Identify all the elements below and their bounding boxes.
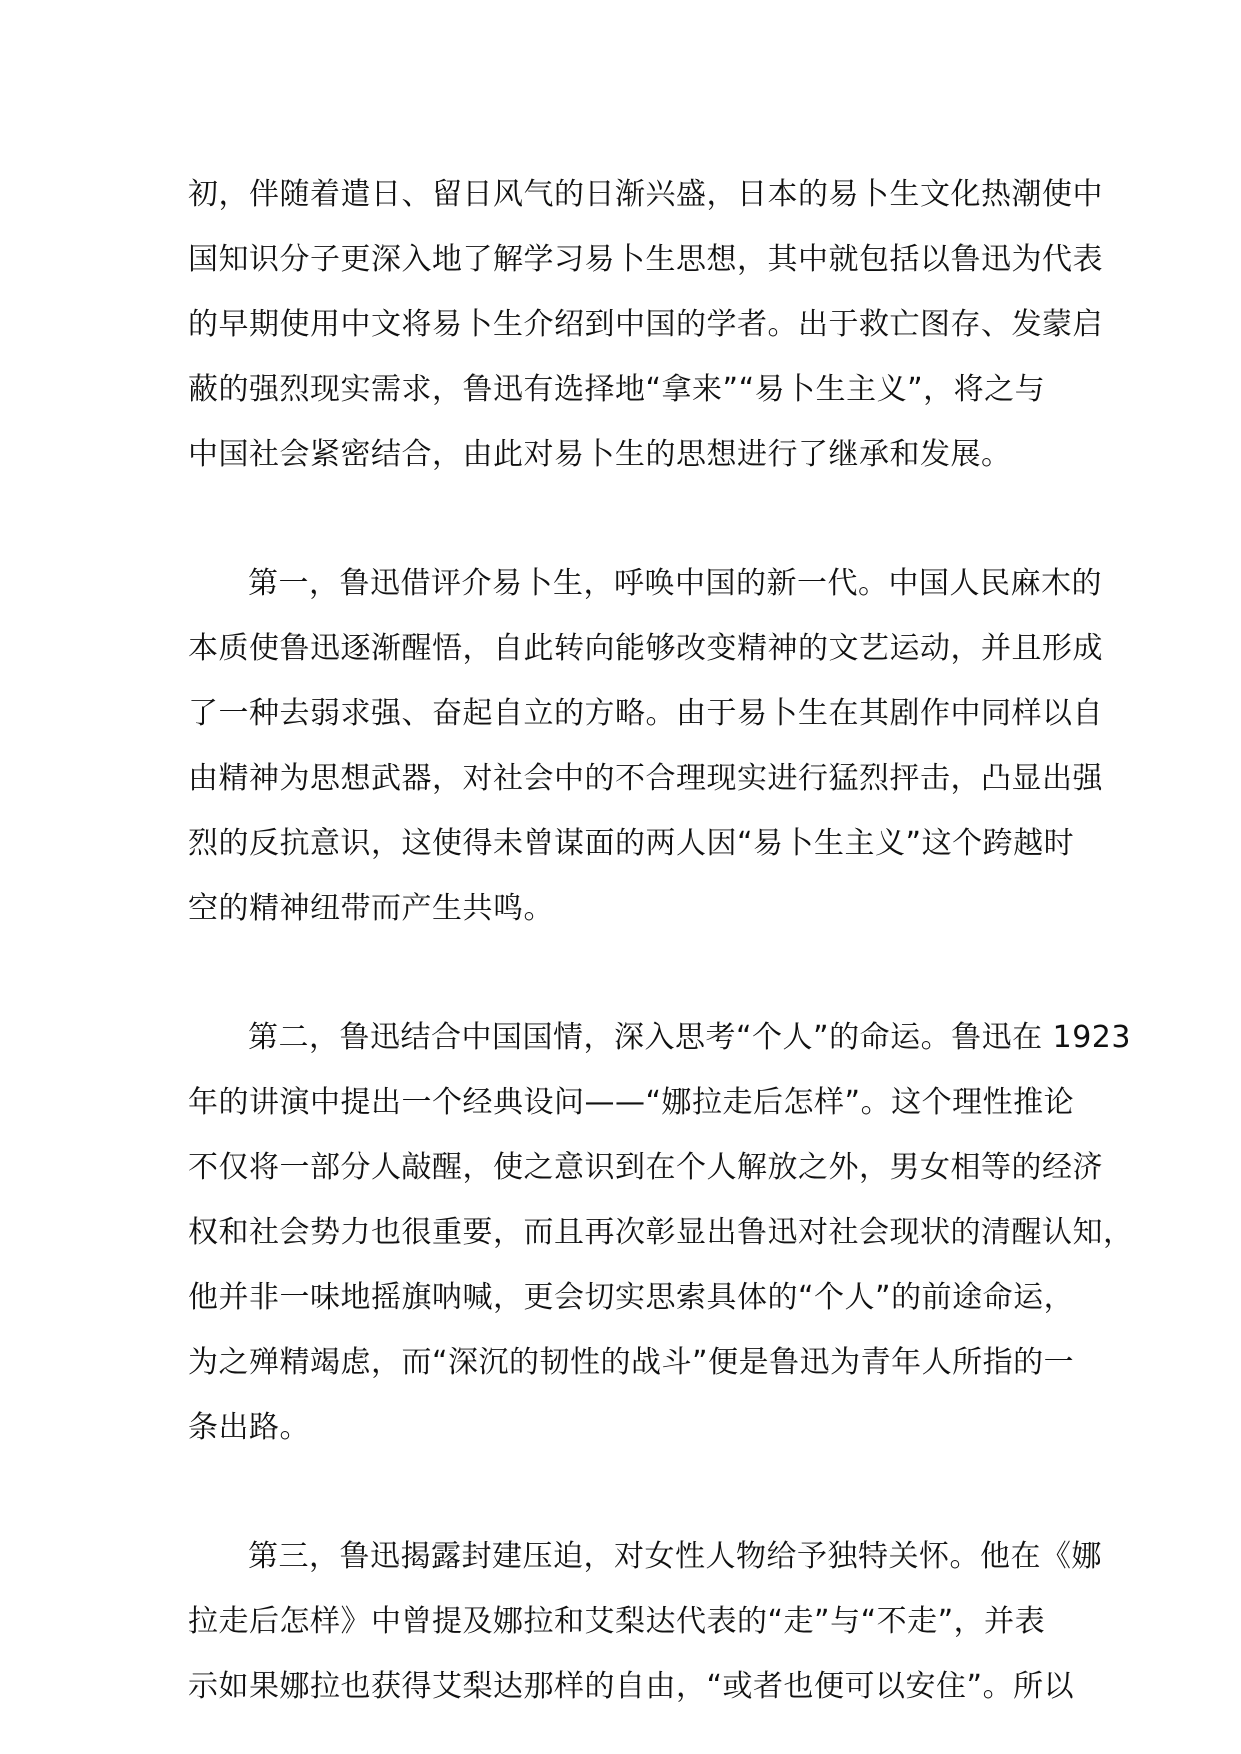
paragraph-third [188,1524,1102,1719]
text-line: 初，伴随着遣日、留日风气的日渐兴盛，日本的易卜生文化热潮使中 [188,177,1103,212]
text-line: 第二，鲁迅结合中国国情，深入思考“个人”的命运。鲁迅在 1923 [248,1020,1131,1055]
document-body [188,162,1134,1719]
paragraph-first [188,551,1103,941]
text-line: 了一种去弱求强、奋起自立的方略。由于易卜生在其剧作中同样以自 [188,696,1103,731]
text-line: 国知识分子更深入地了解学习易卜生思想，其中就包括以鲁迅为代表 [188,242,1103,277]
text-line: 烈的反抗意识，这使得未曾谋面的两人因“易卜生主义”这个跨越时 [188,826,1075,861]
paragraph-intro [188,162,1103,487]
text-line: 的早期使用中文将易卜生介绍到中国的学者。出于救亡图存、发蒙启 [188,307,1103,342]
text-line: 本质使鲁迅逐渐醒悟，自此转向能够改变精神的文艺运动，并且形成 [188,631,1103,666]
text-line: 他并非一味地摇旗呐喊，更会切实思索具体的“个人”的前途命运， [188,1280,1075,1315]
text-line: 为之殚精竭虑，而“深沉的韧性的战斗”便是鲁迅为青年人所指的一 [188,1345,1075,1380]
text-line: 年的讲演中提出一个经典设问——“娜拉走后怎样”。这个理性推论 [188,1085,1075,1120]
text-line: 中国社会紧密结合，由此对易卜生的思想进行了继承和发展。 [188,437,1012,472]
text-line: 蔽的强烈现实需求，鲁迅有选择地“拿来”“易卜生主义”，将之与 [188,372,1046,407]
text-line: 拉走后怎样》中曾提及娜拉和艾梨达代表的“走”与“不走”，并表 [188,1604,1046,1639]
text-line: 第三，鲁迅揭露封建压迫，对女性人物给予独特关怀。他在《娜 [248,1539,1102,1574]
text-line: 示如果娜拉也获得艾梨达那样的自由，“或者也便可以安住”。所以 [188,1669,1075,1704]
text-line: 由精神为思想武器，对社会中的不合理现实进行猛烈抨击，凸显出强 [188,761,1103,796]
paragraph-second [188,1005,1134,1460]
text-line: 空的精神纽带而产生共鸣。 [188,891,554,926]
text-line: 第一，鲁迅借评介易卜生，呼唤中国的新一代。中国人民麻木的 [248,566,1102,601]
text-line: 权和社会势力也很重要，而且再次彰显出鲁迅对社会现状的清醒认知， [188,1215,1134,1250]
text-line: 条出路。 [188,1410,310,1445]
text-line: 不仅将一部分人敲醒，使之意识到在个人解放之外，男女相等的经济 [188,1150,1103,1185]
